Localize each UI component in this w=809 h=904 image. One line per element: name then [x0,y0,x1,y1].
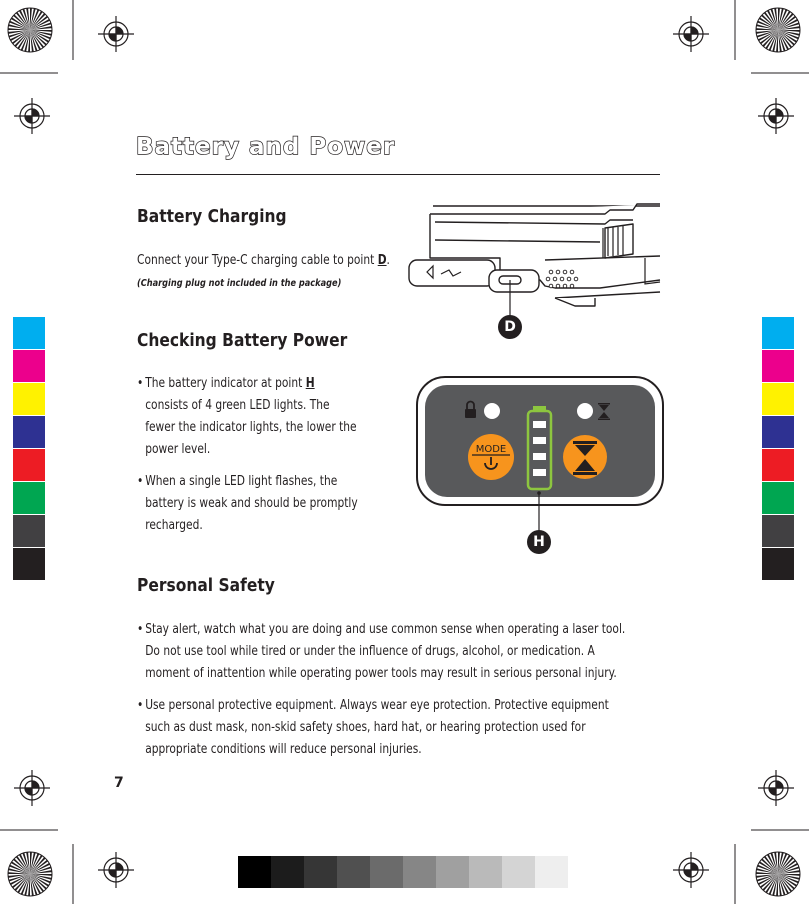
color-swatch [762,482,794,514]
battery-charging-text [137,250,408,295]
checking-battery-heading: Checking Battery Power [137,330,348,351]
color-swatch [13,515,45,547]
left-color-bar [13,317,45,582]
page-title: Battery and Power [136,134,396,160]
mode-button-label: MODE [475,444,507,455]
gray-swatch [502,856,535,888]
bullet-ref-point: H [305,376,315,391]
color-swatch [762,416,794,448]
color-swatch [762,548,794,580]
title-divider [136,174,660,175]
battery-charging-heading: Battery Charging [137,206,287,227]
color-swatch [762,317,794,349]
bullet-text: When a single LED light flashes, the battery is weak and should be promptly recharged. [145,474,358,533]
color-swatch [13,482,45,514]
color-swatch [762,350,794,382]
list-item: • Stay alert, watch what you are doing and use common sense when operating a laser tool. Do not use tool while tired or under the influence of drugs, alcohol, or medication. A moment of inattention while operating power tools may result in serious personal injury. [137,619,662,685]
color-swatch [762,515,794,547]
gray-swatch [436,856,469,888]
bullet-text-after: consists of 4 green LED lights. The fewer the indicator lights, the lower the power level. [145,398,357,457]
charging-port-illustration [405,200,665,340]
color-swatch [13,416,45,448]
charging-ref-point: D [377,253,387,268]
color-swatch [13,317,45,349]
color-swatch [13,449,45,481]
list-item: • Use personal protective equipment. Always wear eye protection. Protective equipment such as dust mask, non-skid safety shoes, hard hat, or hearing protection used for appropriate conditions will reduce personal injuries. [137,695,662,761]
gray-swatch [370,856,403,888]
bullet-text-before: The battery indicator at point [145,376,306,391]
gray-scale-bar [238,856,568,888]
color-swatch [762,449,794,481]
figure-label-h: H [533,534,545,550]
personal-safety-heading: Personal Safety [137,575,275,596]
figure-label-d: D [504,319,516,335]
gray-swatch [238,856,271,888]
charging-text-before: Connect your Type-C charging cable to point [137,253,378,268]
list-item [137,373,358,461]
color-swatch [13,383,45,415]
gray-swatch [337,856,370,888]
gray-swatch [469,856,502,888]
list-item [137,471,358,537]
right-color-bar [762,317,794,582]
color-swatch [13,350,45,382]
page-number: 7 [114,775,124,791]
gray-swatch [304,856,337,888]
color-swatch [762,383,794,415]
gray-swatch [403,856,436,888]
checking-battery-list [137,373,358,537]
charging-period: . [386,253,390,268]
color-swatch [13,548,45,580]
gray-swatch [535,856,568,888]
personal-safety-list [137,619,662,761]
charging-note: (Charging plug not included in the package) [137,278,342,289]
gray-swatch [271,856,304,888]
